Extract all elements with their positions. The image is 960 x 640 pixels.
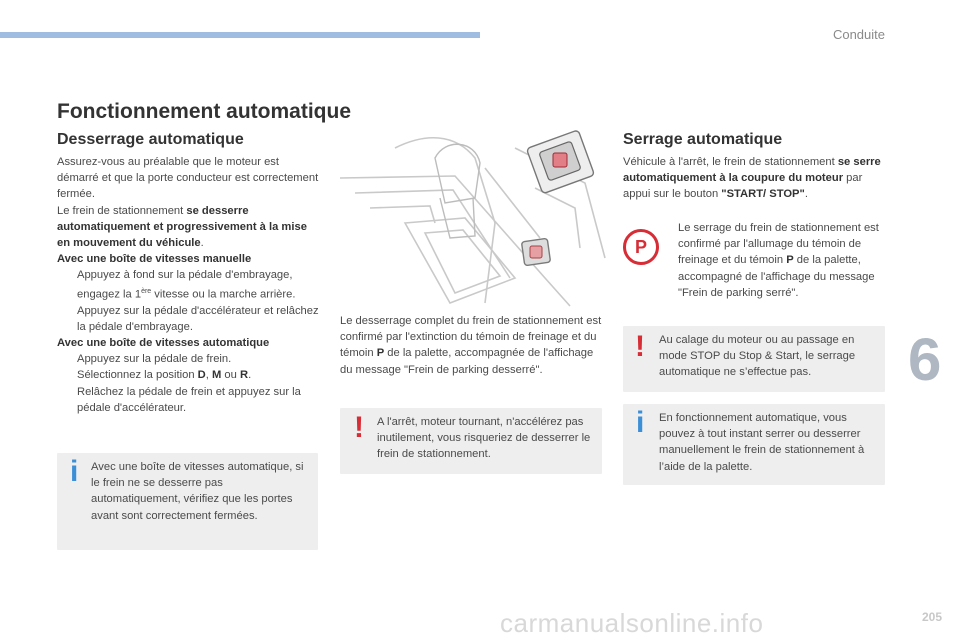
info-note-right-text: En fonctionnement automatique, vous pouvez à tout instant serrer ou desserrer manuellement le frein de stationnement à l’aide de la palette. bbox=[659, 412, 865, 473]
page-title: Fonctionnement automatique bbox=[57, 100, 351, 123]
watermark: carmanualsonline.info bbox=[500, 608, 764, 638]
chapter-number: 6 bbox=[908, 326, 942, 393]
info-note-left bbox=[57, 453, 318, 550]
warning-note-right bbox=[623, 326, 885, 392]
manual-step-1: Appuyez à fond sur la pédale d'embrayage, engagez la 1ère vitesse ou la marche arrière. bbox=[77, 269, 296, 301]
parking-brake-console-illustration bbox=[335, 128, 610, 308]
warning-icon: ! bbox=[354, 411, 364, 444]
middle-release-confirmation: Le desserrage complet du frein de stationnement est confirmé par l'extinction du témoin de freinage et du témoin P de la palette, accompagnée de l'affichage du message "Frein de parking desserré". bbox=[340, 315, 602, 376]
heading-desserrage: Desserrage automatique bbox=[57, 131, 244, 148]
header-accent-bar bbox=[0, 32, 480, 38]
right-intro: Véhicule à l'arrêt, le frein de stationnement se serre automatiquement à la coupure du moteur par appui sur le bouton "START/ STOP". bbox=[623, 156, 881, 201]
info-icon: i bbox=[70, 455, 79, 488]
auto-step-2: Sélectionnez la position D, M ou R. bbox=[77, 369, 252, 382]
info-icon: i bbox=[636, 406, 645, 439]
brake-lever-zoom bbox=[526, 130, 594, 194]
manual-gearbox-title: Avec une boîte de vitesses manuelle bbox=[57, 253, 252, 266]
left-body bbox=[57, 154, 319, 416]
warning-note-middle-text: A l'arrêt, moteur tournant, n'accélérez pas inutilement, vous risqueriez de desserrer le frein de stationnement. bbox=[377, 416, 591, 461]
info-note-left-text: Avec une boîte de vitesses automatique, si le frein ne se desserre pas automatiquement, vérifiez que les portes avant sont correctement fermées. bbox=[91, 461, 304, 522]
auto-step-1: Appuyez sur la pédale de frein. bbox=[77, 353, 232, 366]
brake-lever bbox=[521, 238, 550, 265]
warning-note-right-text: Au calage du moteur ou au passage en mode STOP du Stop & Start, le serrage automatique ne s’effectue pas. bbox=[659, 334, 856, 379]
heading-serrage: Serrage automatique bbox=[623, 131, 783, 148]
auto-step-3: Relâchez la pédale de frein et appuyez sur la pédale d'accélérateur. bbox=[77, 385, 301, 414]
info-note-right bbox=[623, 404, 885, 485]
left-release-sentence: Le frein de stationnement se desserre automatiquement et progressivement à la mise en mouvement du véhicule. bbox=[57, 204, 307, 250]
section-name: Conduite bbox=[832, 27, 885, 42]
auto-gearbox-title: Avec une boîte de vitesses automatique bbox=[57, 336, 270, 349]
right-apply-confirmation: Le serrage du frein de stationnement est confirmé par l'allumage du témoin de freinage et du témoin P de la palette, accompagné de l'affichage du message "Frein de parking serré". bbox=[678, 222, 879, 299]
left-intro: Assurez-vous au préalable que le moteur est démarré et que la porte conducteur est correctement fermée. bbox=[57, 156, 319, 201]
warning-note-middle bbox=[340, 408, 602, 474]
page-number: 205 bbox=[921, 610, 942, 624]
parking-brake-warning-light-icon: P bbox=[623, 229, 659, 265]
warning-icon: ! bbox=[635, 330, 645, 363]
manual-step-2: Appuyez sur la pédale d'accélérateur et relâchez la pédale d'embrayage. bbox=[77, 304, 319, 333]
